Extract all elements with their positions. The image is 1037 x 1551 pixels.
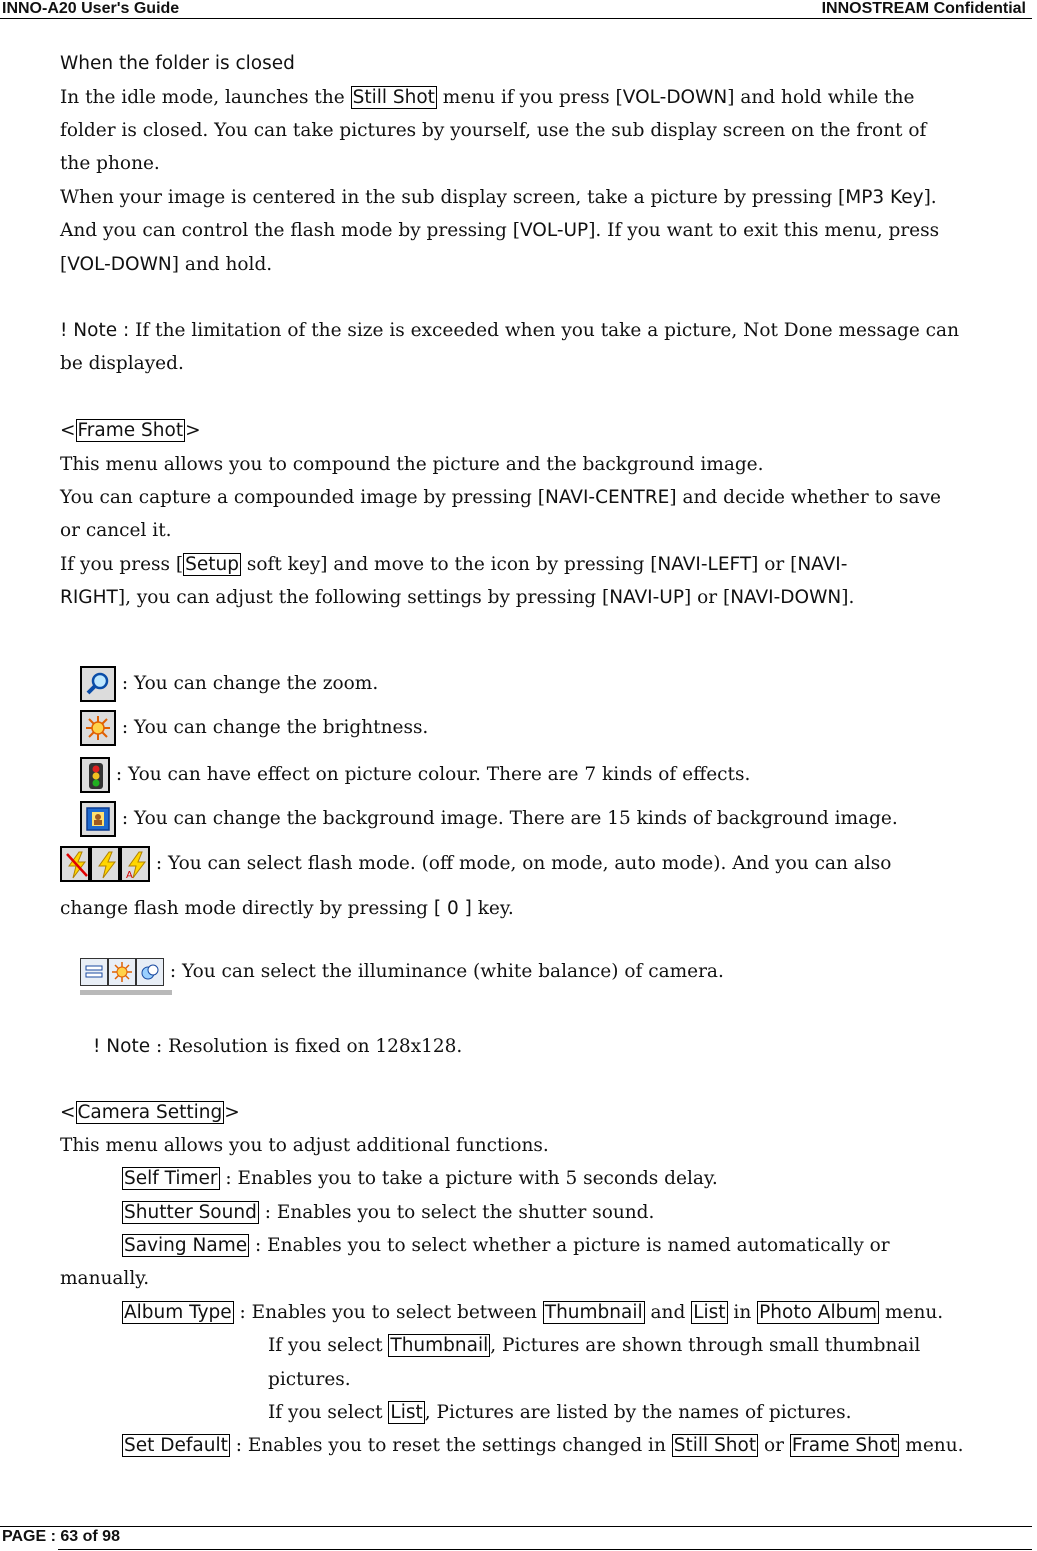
white-balance-sunny-icon	[108, 958, 136, 986]
flash-on-icon	[90, 846, 120, 882]
brightness-icon	[80, 710, 116, 746]
note-size-limit: ! Note : If the limitation of the size is exceeded when you take a picture, Not Done message can	[60, 320, 959, 341]
brightness-row: : You can change the brightness.	[80, 710, 428, 746]
self-timer-label: Self Timer	[124, 1168, 218, 1189]
folder-line-6: [VOL-DOWN] and hold.	[60, 254, 273, 275]
folder-line-1: In the idle mode, launches the Still Shot menu if you press [VOL-DOWN] and hold while the	[60, 87, 915, 108]
still-shot-ref: Still Shot	[352, 87, 435, 108]
header-confidential: INNOSTREAM Confidential	[821, 0, 1026, 17]
saving-name-cont: manually.	[60, 1268, 150, 1289]
frame-line-1: This menu allows you to compound the picture and the background image.	[60, 454, 764, 475]
album-type-label: Album Type	[124, 1302, 232, 1323]
page-header	[0, 0, 1032, 19]
illuminance-icon-shadow	[80, 990, 172, 995]
frame-line-4: If you press [ Setup soft key] and move to the icon by pressing [NAVI-LEFT] or [NAVI-	[60, 554, 848, 575]
camera-setting-intro: This menu allows you to adjust additional functions.	[60, 1135, 549, 1156]
frame-line-5: RIGHT], you can adjust the following settings by pressing [NAVI-UP] or [NAVI-DOWN].	[60, 587, 855, 608]
svg-text:A: A	[126, 870, 133, 879]
zoom-icon	[80, 666, 116, 702]
flash-row-cont: change flash mode directly by pressing [ 0 ] key.	[60, 898, 514, 919]
shutter-sound-item: Shutter Sound : Enables you to select the shutter sound.	[124, 1202, 655, 1223]
folder-line-5: And you can control the flash mode by pressing [VOL-UP]. If you want to exit this menu, press	[60, 220, 940, 241]
album-type-item: Album Type : Enables you to select between Thumbnail and List in Photo Album menu.	[124, 1302, 944, 1323]
header-title: INNO-A20 User's Guide	[2, 0, 180, 17]
background-image-icon	[80, 801, 116, 837]
camera-setting-heading: < Camera Setting >	[60, 1102, 240, 1123]
setup-ref: Setup	[185, 554, 239, 575]
self-timer-item: Self Timer : Enables you to take a picture with 5 seconds delay.	[124, 1168, 718, 1189]
flash-auto-icon	[120, 846, 150, 882]
saving-name-label: Saving Name	[124, 1235, 248, 1256]
white-balance-cloudy-icon	[136, 958, 164, 986]
footer-rule-top	[0, 1526, 1032, 1527]
folder-line-4: When your image is centered in the sub display screen, take a picture by pressing [MP3 Key].	[60, 187, 937, 208]
zoom-row: : You can change the zoom.	[80, 666, 378, 702]
illuminance-row: : You can select the illuminance (white balance) of camera.	[80, 956, 724, 988]
album-thumbnail-desc-cont: pictures.	[268, 1369, 351, 1390]
folder-line-3: the phone.	[60, 153, 160, 174]
background-row: : You can change the background image. There are 15 kinds of background image.	[80, 801, 898, 837]
effect-row: : You can have effect on picture colour. There are 7 kinds of effects.	[80, 757, 750, 793]
album-list-desc: If you select List , Pictures are listed by the names of pictures.	[268, 1402, 852, 1423]
folder-line-2: folder is closed. You can take pictures by yourself, use the sub display screen on the front of	[60, 120, 927, 141]
note-size-limit-cont: be displayed.	[60, 353, 184, 374]
white-balance-fluorescent-icon	[80, 958, 108, 986]
frame-line-2: You can capture a compounded image by pressing [NAVI-CENTRE] and decide whether to save	[60, 487, 941, 508]
flash-row: A : You can select flash mode. (off mode, on mode, auto mode). And you can also	[60, 846, 891, 882]
page-number: PAGE : 63 of 98	[2, 1528, 120, 1545]
flash-off-icon	[60, 846, 90, 882]
set-default-label: Set Default	[124, 1435, 228, 1456]
set-default-item: Set Default : Enables you to reset the settings changed in Still Shot or Frame Shot menu.	[124, 1435, 964, 1456]
frame-shot-title: Frame Shot	[77, 420, 184, 441]
camera-setting-title: Camera Setting	[77, 1102, 223, 1123]
frame-shot-heading: < Frame Shot >	[60, 420, 201, 441]
album-thumbnail-desc: If you select Thumbnail , Pictures are shown through small thumbnail	[268, 1335, 921, 1356]
frame-line-3: or cancel it.	[60, 520, 172, 541]
footer-rule-bottom	[58, 1549, 1032, 1550]
color-effect-icon	[80, 757, 110, 793]
shutter-sound-label: Shutter Sound	[124, 1202, 257, 1223]
note-resolution: ! Note : Resolution is fixed on 128x128.	[93, 1036, 463, 1057]
section-heading-folder-closed: When the folder is closed	[60, 53, 295, 74]
note-label: ! Note :	[60, 320, 130, 341]
saving-name-item: Saving Name : Enables you to select whether a picture is named automatically or	[124, 1235, 890, 1256]
